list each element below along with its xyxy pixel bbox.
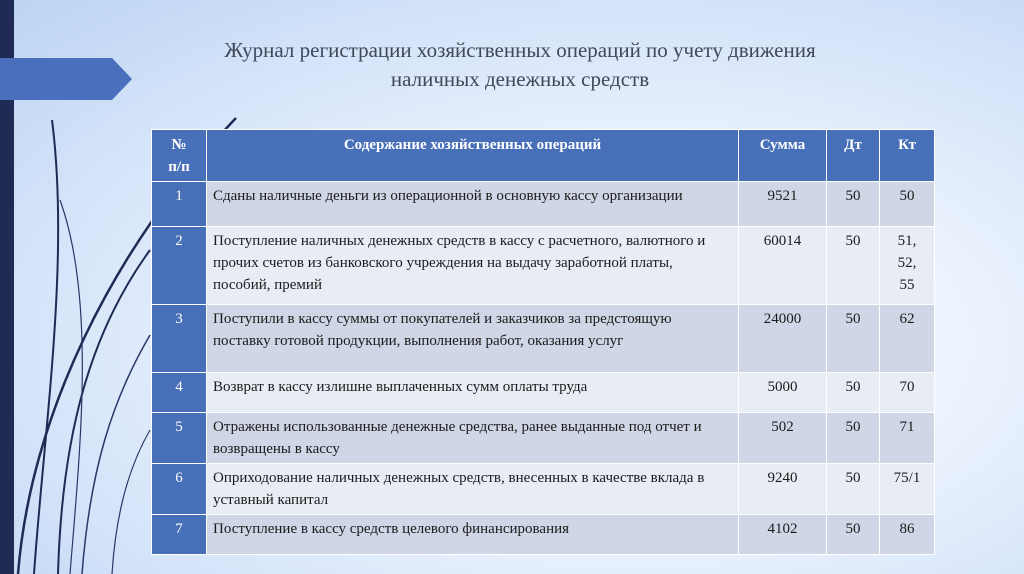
row-dt: 50 [827,515,880,555]
table-row [152,305,935,373]
swoosh-line [112,430,150,574]
row-kt: 62 [880,305,935,373]
table-row [152,182,935,227]
header-dt: Дт [827,130,880,182]
title-line-2: наличных денежных средств [390,67,650,91]
swoosh-line [34,120,58,574]
row-sum: 5000 [739,373,827,413]
table-row [152,464,935,515]
operations-journal-table [151,129,935,555]
row-dt: 50 [827,182,880,227]
row-dt: 50 [827,413,880,464]
row-sum: 4102 [739,515,827,555]
row-dt: 50 [827,227,880,305]
row-num: 6 [152,464,207,515]
row-dt: 50 [827,373,880,413]
row-num: 1 [152,182,207,227]
row-sum: 24000 [739,305,827,373]
header-num: № п/п [152,130,207,182]
row-content: Поступление в кассу средств целевого финансирования [207,515,739,555]
header-kt: Кт [880,130,935,182]
row-content: Поступили в кассу суммы от покупателей и заказчиков за предстоящую поставку готовой продукции, выполнения работ, оказания услуг [207,305,739,373]
row-num: 7 [152,515,207,555]
row-dt: 50 [827,305,880,373]
table-header-row [152,130,935,182]
table-row [152,227,935,305]
table-row [152,515,935,555]
row-num: 3 [152,305,207,373]
table-row [152,413,935,464]
row-num: 4 [152,373,207,413]
row-content: Отражены использованные денежные средства, ранее выданные под отчет и возвращены в кассу [207,413,739,464]
row-num: 2 [152,227,207,305]
row-content: Поступление наличных денежных средств в кассу с расчетного, валютного и прочих счетов из банковского учреждения на выдачу заработной платы, пособий, премий [207,227,739,305]
row-kt: 50 [880,182,935,227]
row-num: 5 [152,413,207,464]
row-kt: 51, 52, 55 [880,227,935,305]
title-line-1: Журнал регистрации хозяйственных операций по учету движения [224,38,816,62]
header-content: Содержание хозяйственных операций [207,130,739,182]
row-kt: 71 [880,413,935,464]
row-sum: 9521 [739,182,827,227]
row-dt: 50 [827,464,880,515]
row-sum: 9240 [739,464,827,515]
header-sum: Сумма [739,130,827,182]
row-kt: 86 [880,515,935,555]
row-kt: 75/1 [880,464,935,515]
row-content: Оприходование наличных денежных средств, внесенных в качестве вклада в уставный капитал [207,464,739,515]
row-kt: 70 [880,373,935,413]
row-content: Сданы наличные деньги из операционной в основную кассу организации [207,182,739,227]
page-title [160,36,880,94]
table-row [152,373,935,413]
row-sum: 502 [739,413,827,464]
row-content: Возврат в кассу излишне выплаченных сумм оплаты труда [207,373,739,413]
row-sum: 60014 [739,227,827,305]
